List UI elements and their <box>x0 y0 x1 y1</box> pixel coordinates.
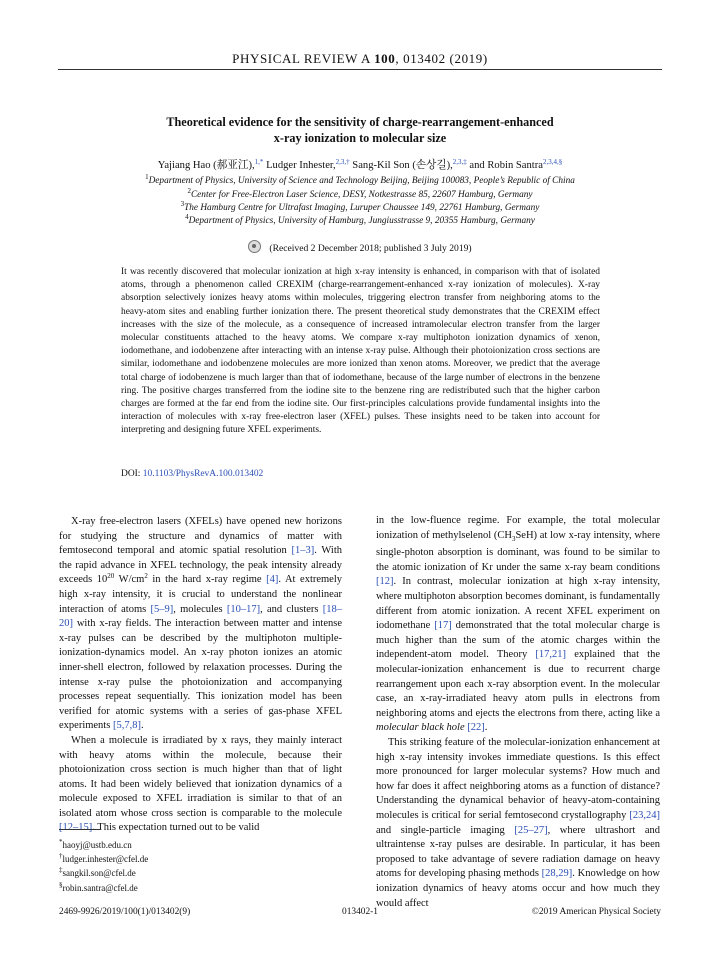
affiliation: $^2$Center for Free-Electron Laser Science, DESY, Notkestrasse 85, 22607 Hamburg, Germany <box>187 187 533 200</box>
doi-line <box>121 469 263 479</box>
received-dates <box>200 240 520 254</box>
citation-link[interactable]: [17] <box>434 620 452 632</box>
author-affil-link[interactable]: 2,3,† <box>335 158 350 166</box>
author-affil-link[interactable]: 2,3,4,§ <box>542 158 563 166</box>
footnote-email[interactable]: haoyj@ustb.edu.cn <box>62 840 132 850</box>
abstract: It was recently discovered that molecular ionization at high x-ray intensity is enhanced, in comparison with that of isolated atoms, through a phenomenon called CREXIM (charge-rearrangement-enhanced x-ray ionization of molecules). X-ray absorption selectively ionizes heavy atoms within molecules, triggering electron transfer from neighboring atoms to the heavy-atom sites and enabling further ionization there. The present theoretical study demonstrates that the CREXIM effect increases with the size of the molecule, as a consequence of increased intramolecular electron transfer from the larger molecular constituents attached to the heavy atoms. We compare x-ray multiphoton ionization dynamics of xenon, iodomethane, and iodobenzene after interacting with an intense x-ray pulse. Although their photoionization cross sections are similar, iodomethane and iodobenzene molecules are more ionized than xenon atoms. Moreover, we predict that the average total charge of iodobenzene is much larger than that of iodomethane, because of the large number of electrons in the benzene ring. The positive charges transferred from the iodine site to the benzene ring are redistributed such that the higher carbon charges are formed at the far end from the iodine site. Our first-principles calculations provide fundamental insights into the interaction of molecules with x-ray free-electron laser (XFEL) pulses. These insights need to be taken into account for interpreting and designing future XFEL experiments. <box>121 267 600 436</box>
journal-volume: 100 <box>374 51 396 66</box>
author-affil-link[interactable]: 2,3,‡ <box>452 158 467 166</box>
article-ref: , 013402 (2019) <box>395 51 488 66</box>
body-paragraph: in the low-fluence regime. For example, the total molecular ionization of methylselenol $(CH_3SeH)$ at low x-ray intensity, where single-photon absorption is dominant, was found to be similar to the atomic ionization of Kr under the same x-ray beam conditions [12]. In contrast, molecular ionization at high x-ray intensity, where multiphoton absorption becomes dominant, is fundamentally different from atomic ionization. A recent XFEL experiment on iodomethane [17] demonstrated that the total molecular charge is much higher than the sum of the atomic charges within the independent-atom model. Theory [17,21] explained that the molecular-ionization enhancement is due to recurrent charge rearrangement upon each x-ray absorption event. In the molecular case, an x-ray-irradiated heavy atom pulls in electrons from neighboring atoms and ejects the electrons from there, acting like a molecular black hole [22]. <box>376 515 661 734</box>
footnote: †ludger.inhester@cfel.de <box>59 852 149 865</box>
crossmark-icon[interactable] <box>248 240 261 253</box>
footnote-email[interactable]: robin.santra@cfel.de <box>62 882 138 893</box>
citation-link[interactable]: [28,29] <box>541 868 573 880</box>
body-paragraph: X-ray free-electron lasers (XFELs) have opened new horizons for studying the structure and dynamics of matter with femtosecond temporal and atomic spatial resolution [1–3]. With the rapid advance in XFEL technology, the peak intensity already exceeds $10^{20}$ $W/cm^2$ in the hard x-ray regime [4]. At extremely high x-ray intensity, it is crucial to understand the nonlinear interaction of atoms [5–9], molecules [10–17], and clusters [18–20] with x-ray fields. The interaction between matter and intense x-ray pulses can be described by the multiphoton multiple-ionization-dynamics model. An x-ray photon ionizes an atomic inner-shell electron, followed by relaxation processes. During the intense x-ray pulse the photoionization and accompanying processes repeat sequentially. This ionization model has been verified for atomic systems with a series of gas-phase XFEL experiments [5,7,8]. <box>59 516 343 732</box>
body-column-left <box>59 515 342 836</box>
footnotes <box>59 838 148 895</box>
citation-link[interactable]: [10–17] <box>226 603 261 615</box>
author-name: Sang-Kil Son (손상길), <box>349 160 453 171</box>
affiliation: $^1$Department of Physics, University of Science and Technology Beijing, Beijing 100083, People’s Republic of China <box>145 173 575 186</box>
citation-link[interactable]: [25–27] <box>514 824 548 836</box>
footnote: ‡sangkil.son@cfel.de <box>59 866 136 879</box>
page-number: 013402-1 <box>342 907 378 917</box>
author-name: Yajiang Hao (郝亚江), <box>157 160 255 171</box>
paper-title <box>110 114 610 146</box>
author-affil-link[interactable]: 1,* <box>254 158 264 166</box>
footnote-rule <box>59 829 101 830</box>
citation-link[interactable]: [17,21] <box>535 649 567 661</box>
body-paragraph: When a molecule is irradiated by x rays, they mainly interact with heavy atoms within the molecule, because their photoionization cross section is much higher than that of light atoms. It had been widely believed that ionization dynamics of a molecule exposed to XFEL irradiation is similar to that of an isolated atom whose cross section is comparable to the molecule [12–15]. This expectation turned out to be valid <box>59 734 342 834</box>
citation-link[interactable]: [22] <box>467 722 485 734</box>
title-line-1: Theoretical evidence for the sensitivity of charge-rearrangement-enhanced <box>166 115 554 129</box>
footnote: *haoyj@ustb.edu.cn <box>59 838 132 850</box>
citation-link[interactable]: [1–3] <box>291 545 315 557</box>
footnote-email[interactable]: ludger.inhester@cfel.de <box>62 854 149 865</box>
affiliation: $^4$Department of Physics, University of Hamburg, Jungiusstrasse 9, 20355 Hamburg, Germany <box>185 213 535 226</box>
citation-link[interactable]: [5,7,8] <box>112 720 141 732</box>
citation-link[interactable]: [18–20] <box>59 603 342 630</box>
citation-link[interactable]: [12–15] <box>59 822 93 834</box>
citation-link[interactable]: [23,24] <box>629 809 660 821</box>
title-line-2: x-ray ionization to molecular size <box>273 131 447 145</box>
body-column-right <box>376 514 660 911</box>
header-rule <box>58 69 662 70</box>
footer-copyright: ©2019 American Physical Society <box>531 907 661 917</box>
received-text: (Received 2 December 2018; published 3 July 2019) <box>269 243 472 254</box>
body-paragraph: This striking feature of the molecular-ionization enhancement at high x-ray intensity invokes immediate questions. Is this effect more pronounced for larger molecular systems? How much and how far does it affect neighboring atoms as a function of distance? Understanding the dynamical behavior of heavy-atom-containing molecules is critical for serial femtosecond crystallography [23,24] and single-particle imaging [25–27], where ultrashort and ultraintense x-ray pulses are desirable. In particular, it has been proposed to take advantage of severe radiation damage on heavy atoms for developing phasing methods [28,29]. Knowledge on how ionization dynamics of heavy atoms occur and how much they would affect <box>376 737 660 909</box>
footer-issn: 2469-9926/2019/100(1)/013402(9) <box>59 907 191 917</box>
author-name: Ludger Inhester, <box>263 160 336 171</box>
citation-link[interactable]: [4] <box>266 574 279 586</box>
footnote: §robin.santra@cfel.de <box>59 880 138 893</box>
journal-name: PHYSICAL REVIEW A <box>232 51 371 66</box>
affiliation: $^3$The Hamburg Centre for Ultrafast Imaging, Luruper Chaussee 149, 22761 Hamburg, Germany <box>180 200 540 213</box>
footnote-email[interactable]: sangkil.son@cfel.de <box>62 868 136 879</box>
citation-link[interactable]: [12] <box>376 576 394 588</box>
doi-label: DOI: <box>121 469 141 479</box>
author-name: and Robin Santra <box>466 160 543 171</box>
doi-link[interactable]: 10.1103/PhysRevA.100.013402 <box>142 469 264 479</box>
author-list <box>30 159 690 173</box>
journal-header <box>58 51 662 67</box>
citation-link[interactable]: [5–9] <box>150 603 174 615</box>
